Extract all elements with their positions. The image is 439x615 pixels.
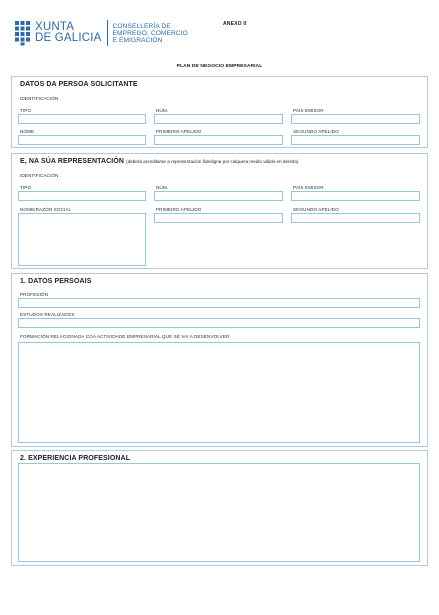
- applicant-primeiro-field[interactable]: [154, 135, 283, 145]
- dept-line-3: E EMIGRACIÓN: [112, 36, 163, 44]
- experience-section-title: 2. EXPERIENCIA PROFESIONAL: [20, 455, 131, 462]
- brand-name: [35, 22, 102, 44]
- estudos-field[interactable]: [18, 318, 420, 328]
- personal-data-section: [11, 273, 428, 447]
- galicia-emblem-icon: [14, 20, 31, 46]
- personal-data-section-title: 1. DATOS PERSOAIS: [20, 278, 92, 285]
- representation-primeiro-field[interactable]: [154, 213, 283, 223]
- formacion-field[interactable]: [18, 342, 420, 443]
- representation-tipo-field[interactable]: [18, 191, 146, 201]
- applicant-pais-field[interactable]: [291, 114, 420, 124]
- profesion-field[interactable]: [18, 298, 420, 308]
- experience-section: [11, 450, 428, 566]
- representation-num-label: NÚM.: [156, 185, 169, 190]
- applicant-tipo-field[interactable]: [18, 114, 146, 124]
- applicant-tipo-label: TIPO: [20, 108, 32, 113]
- representation-num-field[interactable]: [154, 191, 283, 201]
- applicant-section-title: DATOS DA PERSOA SOLICITANTE: [20, 81, 138, 88]
- representation-segundo-label: SEGUNDO APELIDO: [293, 207, 339, 212]
- applicant-section: [11, 76, 428, 148]
- applicant-primeiro-label: PRIMEIRO APELIDO: [156, 129, 202, 134]
- representation-pais-field[interactable]: [291, 191, 420, 201]
- formacion-label: FORMACIÓN RELACIONADA COA ACTIVIDADE EMPRESARIAL QUE SE VAI A DESENVOLVER: [20, 334, 230, 339]
- applicant-segundo-field[interactable]: [291, 135, 420, 145]
- representation-tipo-label: TIPO: [20, 185, 32, 190]
- representation-nome-field[interactable]: [18, 213, 146, 266]
- representation-segundo-field[interactable]: [291, 213, 420, 223]
- logo-divider: [107, 20, 108, 46]
- applicant-nome-label: NOME: [20, 129, 35, 134]
- brand-line-1: XUNTA: [35, 21, 75, 33]
- representation-section: [11, 153, 428, 269]
- document-header: [14, 18, 425, 52]
- representation-title-text: E, NA SÚA REPRESENTACIÓN: [20, 158, 125, 165]
- applicant-segundo-label: SEGUNDO APELIDO: [293, 129, 339, 134]
- applicant-pais-label: PAÍS EMISOR: [293, 108, 324, 113]
- document-title: PLAN DE NEGOCIO EMPRESARIAL: [176, 64, 263, 69]
- dept-line-2: EMPREGO, COMERCIO: [112, 29, 188, 37]
- annex-label: ANEXO II: [223, 21, 247, 27]
- applicant-num-label: NÚM.: [156, 108, 169, 113]
- applicant-nome-field[interactable]: [18, 135, 146, 145]
- applicant-num-field[interactable]: [154, 114, 283, 124]
- representation-section-title: [20, 158, 298, 165]
- representation-identification-label: IDENTIFICACIÓN: [20, 173, 59, 178]
- representation-nome-label: NOME/RAZÓN SOCIAL: [20, 207, 72, 212]
- department-name: [113, 23, 188, 44]
- representation-primeiro-label: PRIMEIRO APELIDO: [156, 207, 202, 212]
- representation-pais-label: PAÍS EMISOR: [293, 185, 324, 190]
- dept-line-1: CONSELLERÍA DE: [112, 22, 171, 30]
- brand-line-2: DE GALICIA: [35, 32, 102, 44]
- applicant-identification-label: IDENTIFICACIÓN: [20, 96, 59, 101]
- experience-field[interactable]: [18, 463, 420, 562]
- profesion-label: PROFESIÓN: [20, 292, 49, 297]
- xunta-logo: [14, 20, 188, 46]
- representation-note: (deberá acreditarse a representación fidedigna por calquera medio válido en dereito): [126, 159, 299, 164]
- estudos-label: ESTUDOS REALIZADOS: [20, 312, 75, 317]
